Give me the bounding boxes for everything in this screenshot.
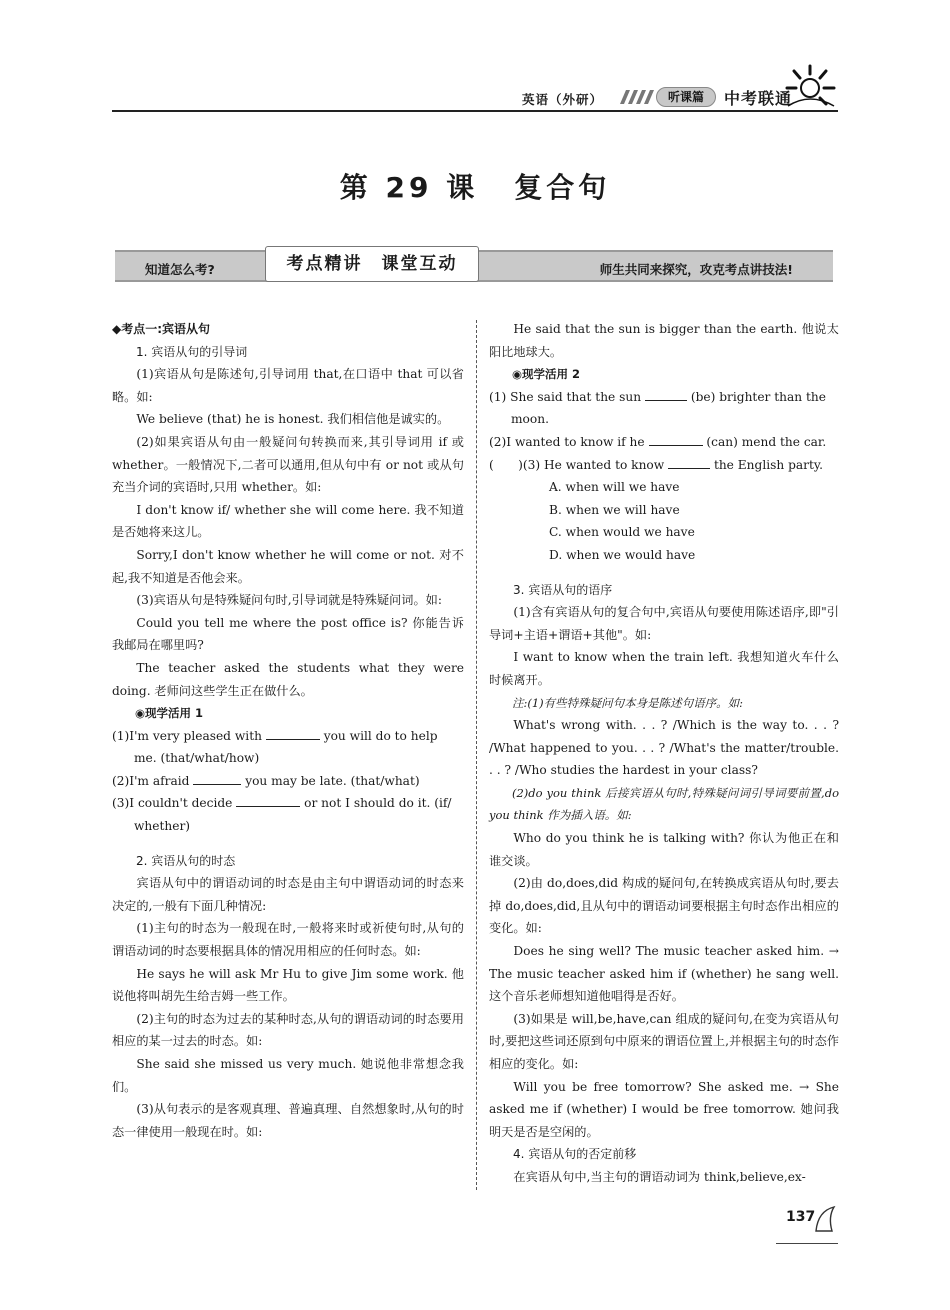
banner-left-text: 知道怎么考? xyxy=(145,262,215,277)
option-b[interactable]: B. when we will have xyxy=(549,502,680,517)
header-badge: 听课篇 xyxy=(656,87,716,107)
note: (2)do you think 后接宾语从句时,特殊疑问词引导词要前置,do you think 作为插入语。如: xyxy=(489,785,839,823)
paragraph: 在宾语从句中,当主句的谓语动词为 think,believe,ex- xyxy=(513,1169,806,1184)
exercise-text: (2)I wanted to know if he xyxy=(489,434,645,449)
column-divider xyxy=(476,320,477,1190)
page-number-text: 137 xyxy=(786,1209,816,1225)
paragraph: (1)含有宾语从句的复合句中,宾语从句要使用陈述语序,即"引导词+主语+谓语+其他"。如: xyxy=(489,605,839,642)
topic-heading: ◆考点一:宾语从句 xyxy=(112,322,211,336)
example: Sorry,I don't know whether he will come or not. 对不起,我不知道是否他会来。 xyxy=(112,547,464,585)
leaf-decoration-icon xyxy=(814,1205,836,1233)
exercise-item xyxy=(489,454,839,477)
answer-blank[interactable] xyxy=(266,728,320,740)
example: The teacher asked the students what they were doing. 老师问这些学生正在做什么。 xyxy=(112,660,464,698)
example: I don't know if/ whether she will come here. 我不知道是否她将来这儿。 xyxy=(112,502,464,540)
paragraph: (2)如果宾语从句由一般疑问句转换而来,其引导词用 if 或 whether。一般情况下,二者可以通用,但从句中有 or not 或从句充当介词的宾语时,只用 whether。如: xyxy=(112,434,464,495)
exercise-text: (can) mend the car. xyxy=(706,434,827,449)
paragraph: (2)主句的时态为过去的某种时态,从句的谓语动词的时态要用相应的某一过去的时态。如: xyxy=(112,1011,464,1049)
example: He said that the sun is bigger than the earth. 他说太阳比地球大。 xyxy=(489,322,839,359)
example: I want to know when the train left. 我想知道火车什么时候离开。 xyxy=(489,650,839,687)
exercise-text: (2)I'm afraid xyxy=(112,773,190,788)
exercise-text: (1)I'm very pleased with xyxy=(112,728,262,743)
header-subject: 英语（外研） xyxy=(522,92,604,107)
answer-blank[interactable] xyxy=(668,457,710,469)
exercise-text: ( )(3) He wanted to know xyxy=(489,457,665,472)
lesson-number: 第 29 课 xyxy=(339,171,479,204)
section-title: 3. 宾语从句的语序 xyxy=(513,582,613,597)
example: He says he will ask Mr Hu to give Jim some work. 他说他将叫胡先生给吉姆一些工作。 xyxy=(112,966,464,1004)
exercise-item xyxy=(112,770,464,793)
section-banner xyxy=(115,250,833,282)
paragraph: (1)宾语从句是陈述句,引导词用 that,在口语中 that 可以省略。如: xyxy=(112,367,464,404)
paragraph: 宾语从句中的谓语动词的时态是由主句中谓语动词的时态来决定的,一般有下面几种情况: xyxy=(112,876,464,913)
example: She said she missed us very much. 她说他非常想念我们。 xyxy=(112,1057,464,1094)
left-column xyxy=(112,318,464,1143)
banner-right-text: 师生共同来探究，攻克考点讲技法! xyxy=(599,262,793,277)
practice-heading: ◉现学活用 1 xyxy=(135,706,204,721)
exercise-item xyxy=(489,431,839,454)
footer-rule xyxy=(776,1243,838,1244)
stripes-decoration-icon xyxy=(620,90,656,104)
exercise-item xyxy=(112,725,464,770)
header-rule xyxy=(112,110,838,112)
answer-blank[interactable] xyxy=(193,773,241,785)
exercise-text: (1) She said that the sun xyxy=(489,389,642,404)
example: Does he sing well? The music teacher asked him. → The music teacher asked him if (whether) he sang well. 这个音乐老师想知道他唱得是否好。 xyxy=(489,944,839,1004)
answer-blank[interactable] xyxy=(645,389,687,401)
exercise-text: or not I should do it. (if/ whether) xyxy=(134,796,452,834)
example: Who do you think he is talking with? 你认为他正在和谁交谈。 xyxy=(489,831,839,868)
page-header xyxy=(112,60,838,116)
example: Will you be free tomorrow? She asked me. → She asked me if (whether) I would be free tomorrow. 她问我明天是否是空闲的。 xyxy=(489,1079,839,1139)
exercise-text: the English party. xyxy=(713,457,824,472)
paragraph: (3)宾语从句是特殊疑问句时,引导词就是特殊疑问词。如: xyxy=(136,593,442,608)
example: Could you tell me where the post office is? 你能告诉我邮局在哪里吗? xyxy=(112,615,464,653)
answer-blank[interactable] xyxy=(236,795,300,807)
option-a[interactable]: A. when will we have xyxy=(549,480,680,495)
banner-title: 考点精讲 课堂互动 xyxy=(265,246,479,282)
sun-logo-icon xyxy=(784,62,838,110)
page-number xyxy=(786,1205,834,1235)
section-title: 4. 宾语从句的否定前移 xyxy=(513,1147,637,1162)
answer-blank[interactable] xyxy=(649,434,703,446)
right-column xyxy=(489,318,839,1189)
example: We believe (that) he is honest. 我们相信他是诚实的。 xyxy=(136,412,450,427)
section-title: 2. 宾语从句的时态 xyxy=(136,853,236,868)
page-title xyxy=(0,166,950,206)
exercise-item xyxy=(112,792,464,837)
section-title: 1. 宾语从句的引导词 xyxy=(136,344,248,359)
exercise-item xyxy=(489,386,839,431)
practice-heading: ◉现学活用 2 xyxy=(512,367,581,382)
exercise-text: (3)I couldn't decide xyxy=(112,796,233,811)
exercise-text: you may be late. (that/what) xyxy=(245,773,420,788)
lesson-topic: 复合句 xyxy=(514,171,611,204)
paragraph: (2)由 do,does,did 构成的疑问句,在转换成宾语从句时,要去掉 do,does,did,且从句中的谓语动词要根据主句时态作出相应的变化。如: xyxy=(489,876,839,936)
option-c[interactable]: C. when would we have xyxy=(549,525,695,540)
paragraph: (1)主句的时态为一般现在时,一般将来时或祈使句时,从句的谓语动词的时态要根据具体的情况用相应的任何时态。如: xyxy=(112,921,464,959)
header-brand: 中考联通 xyxy=(724,89,793,108)
paragraph: (3)从句表示的是客观真理、普遍真理、自然想象时,从句的时态一律使用一般现在时。如: xyxy=(112,1102,464,1139)
note: 注:(1)有些特殊疑问句本身是陈述句语序。如: xyxy=(512,695,744,710)
exercise-text: (be) brighter than the moon. xyxy=(511,389,826,427)
exercise-text: you will do to help me. (that/what/how) xyxy=(134,728,438,766)
example: What's wrong with. . . ? /Which is the way to. . . ? /What happened to you. . . ? /What's the matter/trouble. . . ? /Who studies the hardest in your class? xyxy=(489,718,839,778)
option-d[interactable]: D. when we would have xyxy=(549,547,696,562)
paragraph: (3)如果是 will,be,have,can 组成的疑问句,在变为宾语从句时,要把这些词还原到句中原来的谓语位置上,并根据主句的时态作相应的变化。如: xyxy=(489,1011,839,1071)
